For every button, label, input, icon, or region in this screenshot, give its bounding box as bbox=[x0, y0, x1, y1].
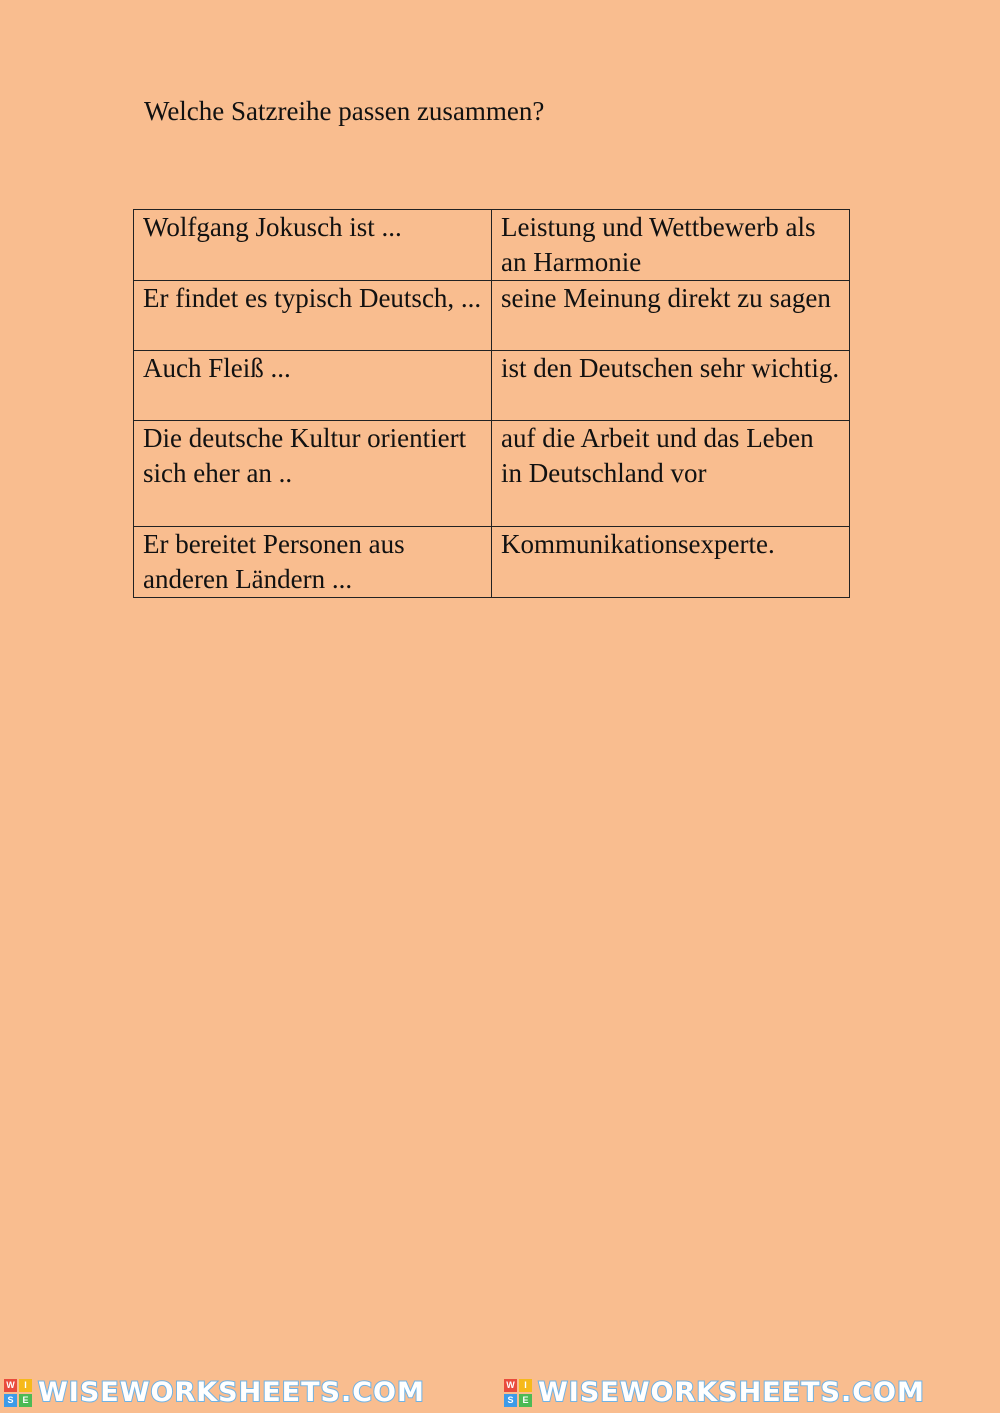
logo-letter: W bbox=[504, 1379, 517, 1392]
logo-icon bbox=[504, 1379, 532, 1407]
matching-table bbox=[133, 209, 850, 598]
logo-letter: S bbox=[504, 1394, 517, 1407]
right-cell: seine Meinung direkt zu sagen bbox=[492, 281, 850, 351]
table-row bbox=[134, 281, 850, 351]
logo-letter: I bbox=[519, 1379, 532, 1392]
brand-text: WISEWORKSHEETS.COM bbox=[538, 1377, 925, 1408]
left-cell: Auch Fleiß ... bbox=[134, 351, 492, 421]
table-row bbox=[134, 527, 850, 598]
logo-letter: I bbox=[19, 1379, 32, 1392]
left-cell: Er findet es typisch Deutsch, ... bbox=[134, 281, 492, 351]
table-row bbox=[134, 351, 850, 421]
right-cell: auf die Arbeit und das Leben in Deutschland vor bbox=[492, 421, 850, 527]
footer-watermark bbox=[0, 1372, 1000, 1413]
table-row bbox=[134, 210, 850, 281]
logo-icon bbox=[4, 1379, 32, 1407]
logo-letter: E bbox=[19, 1394, 32, 1407]
logo-letter: S bbox=[4, 1394, 17, 1407]
brand-watermark bbox=[500, 1372, 1000, 1413]
brand-text: WISEWORKSHEETS.COM bbox=[38, 1377, 425, 1408]
right-cell: Kommunikationsexperte. bbox=[492, 527, 850, 598]
worksheet-title: Welche Satzreihe passen zusammen? bbox=[144, 96, 545, 126]
left-cell: Wolfgang Jokusch ist ... bbox=[134, 210, 492, 281]
brand-watermark bbox=[0, 1372, 500, 1413]
left-cell: Er bereitet Personen aus anderen Ländern ... bbox=[134, 527, 492, 598]
left-cell: Die deutsche Kultur orientiert sich eher an .. bbox=[134, 421, 492, 527]
logo-letter: E bbox=[519, 1394, 532, 1407]
right-cell: ist den Deutschen sehr wichtig. bbox=[492, 351, 850, 421]
logo-letter: W bbox=[4, 1379, 17, 1392]
table-row bbox=[134, 421, 850, 527]
right-cell: Leistung und Wettbewerb als an Harmonie bbox=[492, 210, 850, 281]
